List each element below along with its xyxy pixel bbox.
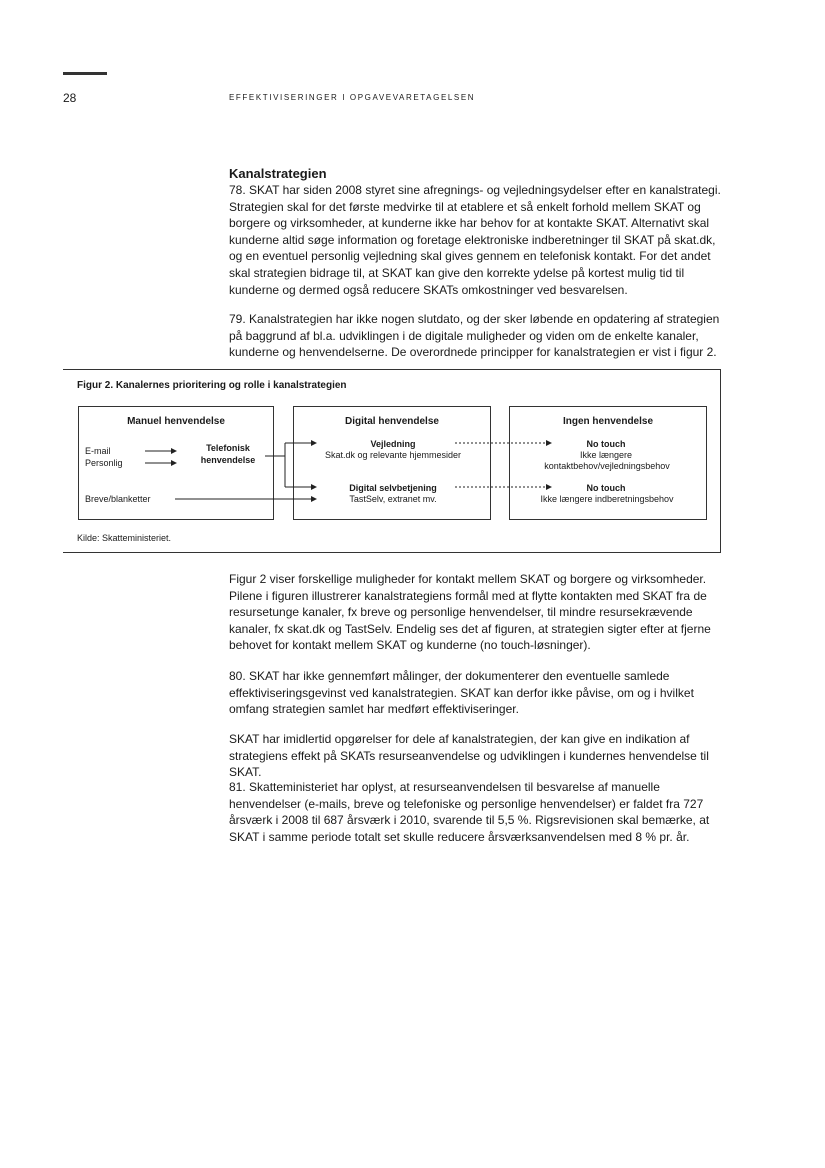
figure-source: Kilde: Skatteministeriet.: [77, 533, 172, 543]
panel-none-title: Ingen henvendelse: [562, 416, 654, 427]
label-notouch-1: No touch: [586, 439, 626, 449]
label-selfservice-sub: TastSelv, extranet mv.: [349, 494, 437, 504]
paragraph-79-block: [229, 311, 729, 361]
label-selfservice: Digital selvbetjening: [349, 483, 437, 493]
label-guidance: Vejledning: [370, 439, 416, 449]
label-notouch-1-sub2: kontaktbehov/vejledningsbehov: [544, 461, 670, 471]
paragraph-81: 81. Skatteministeriet har oplyst, at resurseanvendelsen til besvarelse af manuelle henvendelser (e-mails, breve og telefoniske og personlige henvendelser) er faldet fra 727 årsværk i 2008 til 687 årsværk i 2010, svarende til 5,5 %. Rigsrevisionen skal bemærke, at SKAT i samme periode totalt set skulle reducere årsværksanvendelsen med 8 % pr. år.: [229, 780, 710, 844]
paragraph-78: 78. SKAT har siden 2008 styret sine afregnings- og vejledningsydelser efter en kanalstrategi. Strategien skal for det første medvirke til at etablere et så enkelt forhold mellem SKAT og borgere og virksomheder, at kunderne ikke har behov for at kontakte SKAT. Alternativt skal kunderne altid søge information og foretage elektroniske indberetninger til SKAT på skat.dk, og en eventuel personlig vejledning skal gives gennem en telefonisk kontakt. For det andet skal strategien bidrage til, at SKAT kan give den korrekte ydelse på kortest mulig tid til kunderne og dermed også reducere SKATs omkostninger ved besvarelsen.: [229, 183, 721, 297]
paragraph-figure-description: Figur 2 viser forskellige muligheder for kontakt mellem SKAT og borgere og virksomheder. Pilene i figuren illustrerer kanalstrategiens formål med at flytte kontakten med SKAT fra de resursetunge kanaler, fx breve og personlige henvendelser, til mindre resursekrævende kanaler, fx skat.dk og TastSelv. Endelig ses det af figuren, at strategien sigter efter at fjerne behovet for kontakt mellem SKAT og kunderne (no touch-løsninger).: [229, 572, 711, 653]
running-header: EFFEKTIVISERINGER I OPGAVEVARETAGELSEN: [229, 93, 476, 102]
paragraph-79: 79. Kanalstrategien har ikke nogen slutdato, og der sker løbende en opdatering af strategien på baggrund af bl.a. udviklingen i de digitale muligheder og viden om de enkelte kanaler, kunderne og henvendelserne. De overordnede principper for kanalstrategien er vist i figur 2.: [229, 312, 720, 360]
label-notouch-1-sub1: Ikke længere: [579, 450, 633, 460]
panel-digital-title: Digital henvendelse: [345, 416, 439, 427]
paragraph-81-block: [229, 779, 729, 845]
label-notouch-2-sub: Ikke længere indberetningsbehov: [540, 494, 674, 504]
page-number: 28: [63, 91, 77, 105]
label-notouch-2: No touch: [586, 483, 626, 493]
panel-manual-title: Manuel henvendelse: [127, 416, 225, 427]
label-phone-2: henvendelse: [200, 455, 256, 465]
figure-2: [63, 369, 721, 553]
section-title: Kanalstrategien: [229, 166, 327, 181]
figure-caption: Figur 2. Kanalernes prioritering og rolle i kanalstrategien: [77, 380, 347, 391]
paragraph-80: 80. SKAT har ikke gennemført målinger, der dokumenterer den eventuelle samlede effektiviseringsgevinst ved kanalstrategien. SKAT kan derfor ikke påvise, om og i hvilket omfang strategien samlet har medført effektiviseringer.: [229, 669, 694, 717]
page-marker: [63, 72, 107, 75]
paragraph-80b-block: [229, 731, 729, 781]
label-email: E-mail: [85, 446, 111, 456]
section-kanalstrategien: [229, 166, 729, 298]
paragraph-80-block: [229, 668, 729, 718]
label-personal: Personlig: [85, 458, 123, 468]
figure-arrows: [63, 370, 721, 554]
label-letters: Breve/blanketter: [85, 494, 151, 504]
paragraph-80b: SKAT har imidlertid opgørelser for dele af kanalstrategien, der kan give en indikation af strategiens effekt på SKATs resurseanvendelse og udviklingen i kundernes henvendelse til SKAT.: [229, 732, 709, 780]
label-phone-1: Telefonisk: [206, 443, 250, 453]
paragraph-figure-block: [229, 571, 729, 654]
label-guidance-sub: Skat.dk og relevante hjemmesider: [324, 450, 462, 460]
